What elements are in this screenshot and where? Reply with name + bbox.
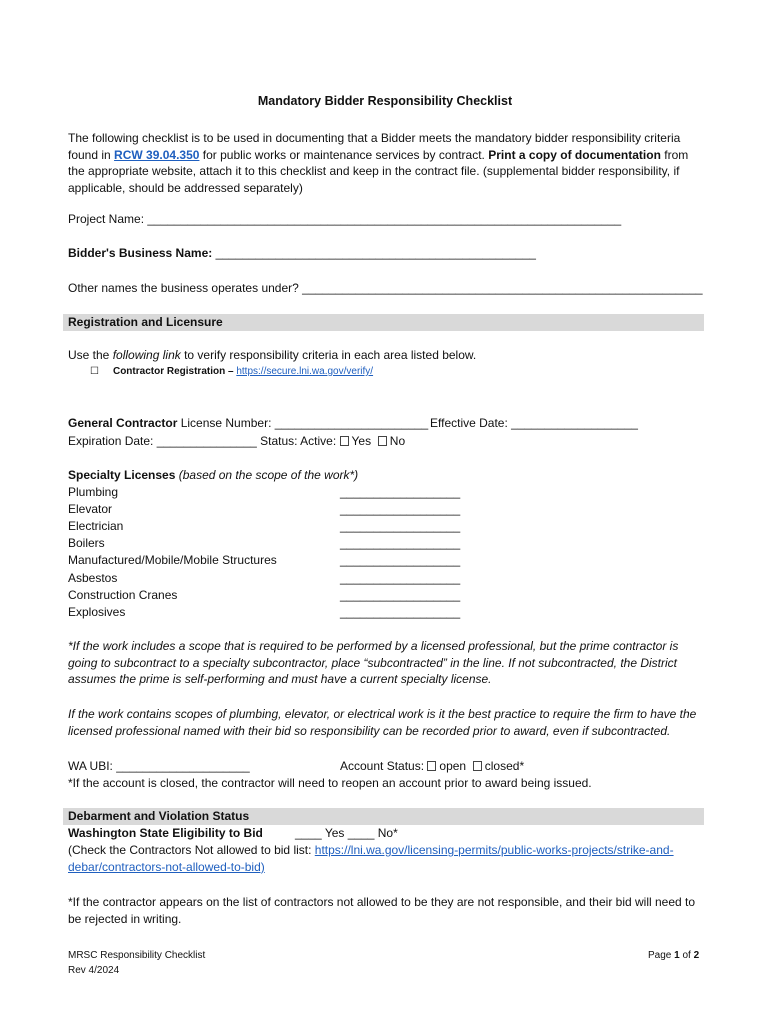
specialty-item-blank[interactable]: __________________ xyxy=(340,502,461,517)
specialty-item-blank[interactable]: __________________ xyxy=(340,604,461,619)
specialty-item-label: Manufactured/Mobile/Mobile Structures xyxy=(68,553,277,568)
lni-verify-link[interactable]: https://secure.lni.wa.gov/verify/ xyxy=(236,366,374,377)
specialty-item-label: Elevator xyxy=(68,502,113,517)
specialty-item-blank[interactable]: __________________ xyxy=(340,587,461,602)
project-name-field[interactable]: Project Name: _______________________________________________________________________ xyxy=(68,212,622,226)
other-names-field[interactable]: Other names the business operates under? ____________________________________________________________ xyxy=(68,281,703,295)
specialty-item-blank[interactable]: __________________ xyxy=(340,519,461,534)
debarment-header: Debarment and Violation Status xyxy=(63,808,704,825)
specialty-item-label: Asbestos xyxy=(68,570,118,585)
specialty-item-label: Explosives xyxy=(68,604,126,619)
ubi-note: *If the account is closed, the contractor will need to reopen an account prior to award being issued. xyxy=(68,776,592,790)
wa-ubi-field[interactable]: WA UBI: ____________________ xyxy=(68,759,250,773)
account-status: Account Status: open closed* xyxy=(340,759,525,773)
best-practice-note: If the work contains scopes of plumbing, elevator, or electrical work is it the best practice to require the firm to have the licensed professional named with their bid so responsibility can be recorded prior to award, even if subcontracted. xyxy=(68,707,697,738)
bidder-name-field[interactable]: Bidder's Business Name: ________________________________________________ xyxy=(68,246,536,260)
specialty-item-blank[interactable]: __________________ xyxy=(340,570,461,585)
registration-header: Registration and Licensure xyxy=(63,314,704,331)
debar-list-link-continued[interactable]: debar/contractors-not-allowed-to-bid) xyxy=(68,860,265,874)
specialty-item-label: Plumbing xyxy=(68,485,119,499)
specialty-item-blank[interactable]: __________________ xyxy=(340,553,461,568)
footer-revision: Rev 4/2024 xyxy=(68,965,120,976)
specialty-item-label: Boilers xyxy=(68,536,105,551)
subcontract-note: *If the work includes a scope that is required to be performed by a licensed professional, but the prime contractor is going to subcontract to a specialty subcontractor, place “subcontracted” in the line. If not subcontracted, the District assumes the prime is self-performing and must have a current specialty license. xyxy=(68,639,679,686)
eligibility-options[interactable]: ____ Yes ____ No* xyxy=(295,826,398,840)
intro-paragraph: The following checklist is to be used in documenting that a Bidder meets the mandatory bidder responsibility criteria found in RCW 39.04.350 for public works or maintenance services by contract. Print a copy of documentation from the appropriate website, attach it to this checklist and keep in the contract file. (supplemental bidder responsibility, if applicable, should be addressed separately) xyxy=(68,131,689,195)
contractor-registration-item: ☐ Contractor Registration – https://secure.lni.wa.gov/verify/ xyxy=(90,366,374,377)
debar-list-link[interactable]: https://lni.wa.gov/licensing-permits/public-works-projects/strike-and- xyxy=(314,843,674,857)
open-checkbox[interactable] xyxy=(427,761,436,771)
general-contractor-license[interactable]: General Contractor License Number: _______________________ xyxy=(68,416,429,430)
closed-checkbox[interactable] xyxy=(473,761,482,771)
eligibility-label: Washington State Eligibility to Bid xyxy=(68,826,263,840)
specialty-item-label: Construction Cranes xyxy=(68,587,178,602)
footer-page-number: Page 1 of 2 xyxy=(648,950,700,961)
specialty-item-blank[interactable]: __________________ xyxy=(340,485,461,499)
registration-instructions: Use the following link to verify responsibility criteria in each area listed below. xyxy=(68,348,477,362)
debar-check-line1: (Check the Contractors Not allowed to bid list: https://lni.wa.gov/licensing-permits/public-works-projects/strike-and- xyxy=(68,843,674,857)
yes-checkbox[interactable] xyxy=(340,436,349,446)
effective-date-field[interactable]: Effective Date: ___________________ xyxy=(430,416,638,430)
rcw-link[interactable]: RCW 39.04.350 xyxy=(114,147,200,162)
specialty-item-label: Electrician xyxy=(68,519,124,534)
page-title: Mandatory Bidder Responsibility Checklist xyxy=(257,94,513,108)
specialty-heading: Specialty Licenses (based on the scope of the work*) xyxy=(68,468,359,482)
checkbox-icon[interactable]: ☐ xyxy=(90,366,99,377)
expiration-status-row: Expiration Date: _______________ Status: Active: Yes No xyxy=(68,434,406,448)
specialty-item-blank[interactable]: __________________ xyxy=(340,536,461,551)
footer-doc-name: MRSC Responsibility Checklist xyxy=(68,950,206,961)
no-checkbox[interactable] xyxy=(378,436,387,446)
debarment-note: *If the contractor appears on the list of contractors not allowed to be they are not responsible, and their bid will need to be rejected in writing. xyxy=(68,895,696,926)
